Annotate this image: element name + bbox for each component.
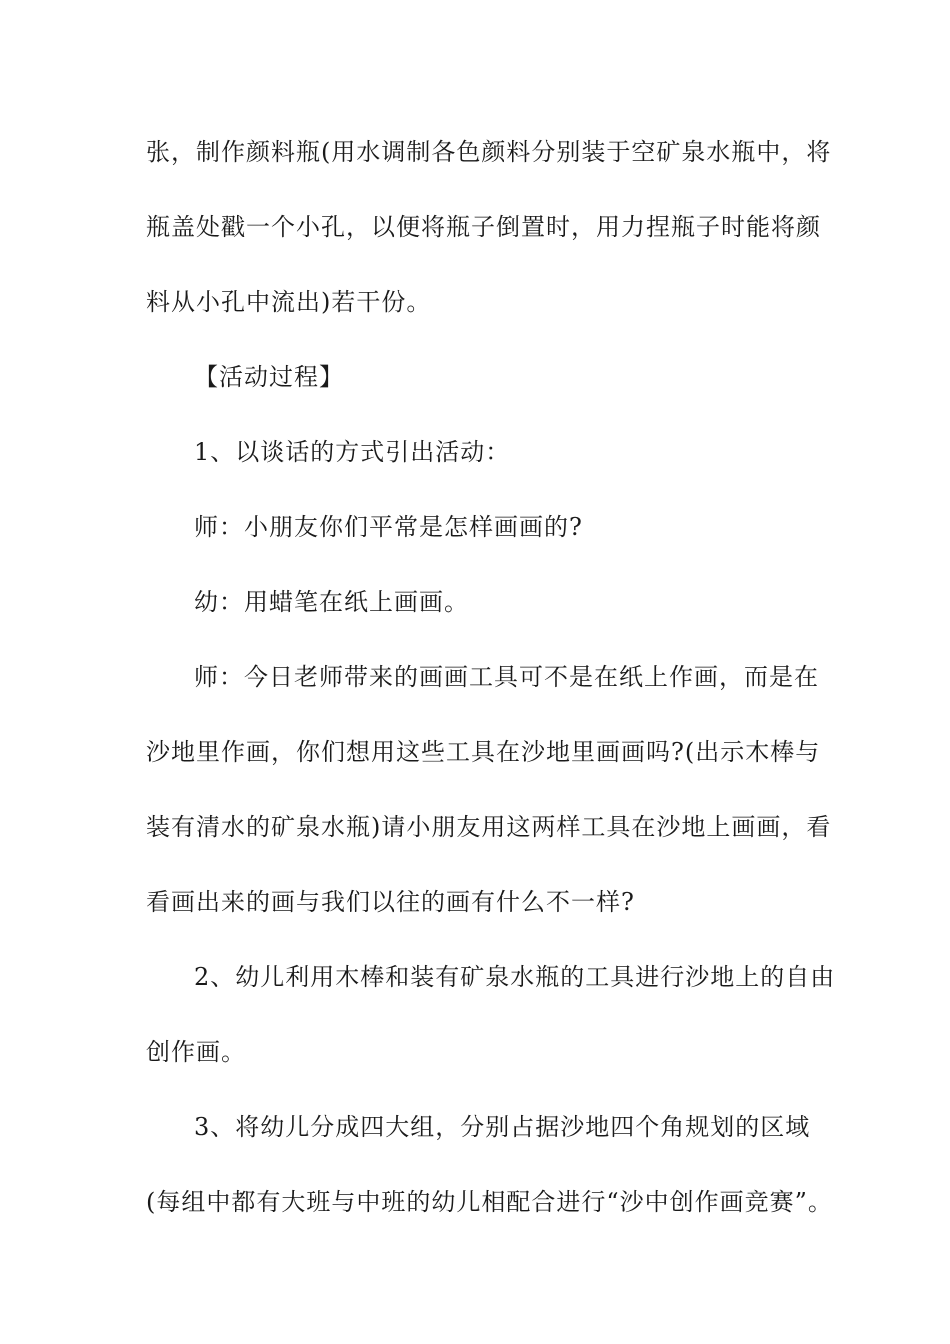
text-line: 创作画。 [146, 1038, 246, 1066]
text-line: 3、将幼儿分成四大组，分别占据沙地四个角规划的区域 [194, 1113, 811, 1141]
text-line: 看画出来的画与我们以往的画有什么不一样? [146, 888, 635, 916]
text-line: 师：今日老师带来的画画工具可不是在纸上作画，而是在 [194, 663, 819, 691]
text-line: 2、幼儿利用木棒和装有矿泉水瓶的工具进行沙地上的自由 [194, 963, 836, 991]
text-line: 瓶盖处戳一个小孔，以便将瓶子倒置时，用力捏瓶子时能将颜 [146, 213, 821, 241]
text-line: 沙地里作画，你们想用这些工具在沙地里画画吗?(出示木棒与 [146, 738, 821, 766]
text-line: 幼：用蜡笔在纸上画画。 [194, 588, 469, 616]
section-heading: 【活动过程】 [194, 363, 344, 391]
text-line: 装有清水的矿泉水瓶)请小朋友用这两样工具在沙地上画画，看 [146, 813, 832, 841]
text-line: 张，制作颜料瓶(用水调制各色颜料分别装于空矿泉水瓶中，将 [146, 138, 832, 166]
text-line: 1、以谈话的方式引出活动： [194, 438, 511, 466]
text-line: 师：小朋友你们平常是怎样画画的? [194, 513, 583, 541]
text-line: (每组中都有大班与中班的幼儿相配合进行“沙中创作画竞赛”。 [146, 1188, 833, 1216]
text-line: 料从小孔中流出)若干份。 [146, 288, 432, 316]
